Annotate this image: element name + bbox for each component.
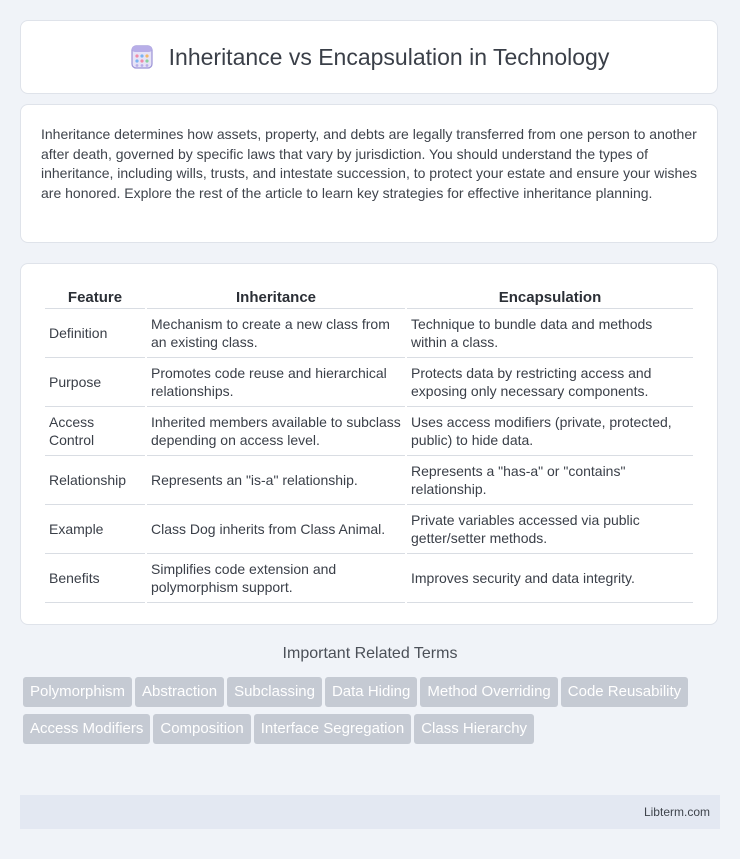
related-terms-title: Important Related Terms <box>282 645 458 662</box>
tag-method-overriding[interactable]: Method Overriding <box>420 677 557 707</box>
tag-code-reusability[interactable]: Code Reusability <box>561 677 688 707</box>
column-header-inheritance: Inheritance <box>147 288 405 309</box>
page-title: Inheritance vs Encapsulation in Technology <box>168 43 610 70</box>
table-cell: Mechanism to create a new class from an existing class. <box>147 309 405 358</box>
table-cell: Inherited members available to subclass depending on access level. <box>147 407 405 456</box>
tag-subclassing[interactable]: Subclassing <box>227 677 322 707</box>
calculator-icon <box>129 44 155 70</box>
tag-composition[interactable]: Composition <box>153 714 250 744</box>
table-header-row <box>45 288 693 309</box>
table-row <box>45 358 693 407</box>
table-cell: Relationship <box>45 456 145 505</box>
tag-data-hiding[interactable]: Data Hiding <box>325 677 417 707</box>
footer-site-link[interactable]: Libterm.com <box>643 805 710 819</box>
table-cell: Improves security and data integrity. <box>407 554 693 603</box>
tag-abstraction[interactable]: Abstraction <box>135 677 224 707</box>
table-row <box>45 456 693 505</box>
table-cell: Access Control <box>45 407 145 456</box>
table-cell: Uses access modifiers (private, protected, public) to hide data. <box>407 407 693 456</box>
table-row <box>45 505 693 554</box>
table-cell: Protects data by restricting access and exposing only necessary components. <box>407 358 693 407</box>
table-cell: Class Dog inherits from Class Animal. <box>147 505 405 554</box>
table-cell: Purpose <box>45 358 145 407</box>
column-header-feature: Feature <box>45 288 145 309</box>
column-header-encapsulation: Encapsulation <box>407 288 693 309</box>
comparison-table-card <box>20 263 718 625</box>
tag-class-hierarchy[interactable]: Class Hierarchy <box>414 714 534 744</box>
tag-interface-segregation[interactable]: Interface Segregation <box>254 714 411 744</box>
table-cell: Example <box>45 505 145 554</box>
table-cell: Represents a "has-a" or "contains" relationship. <box>407 456 693 505</box>
table-cell: Benefits <box>45 554 145 603</box>
related-terms-tags <box>23 677 723 751</box>
intro-text: Inheritance determines how assets, property, and debts are legally transferred from one person to another after death, governed by specific laws that vary by jurisdiction. You should understand the types of inheritance, including wills, trusts, and intestate succession, to protect your estate and ensure your wishes are honored. Explore the rest of the article to learn key strategies for effective inheritance planning. <box>41 126 698 201</box>
intro-card <box>20 104 718 243</box>
table-row <box>45 407 693 456</box>
header-card <box>20 20 718 94</box>
table-row <box>45 554 693 603</box>
comparison-table <box>43 288 695 603</box>
table-cell: Promotes code reuse and hierarchical relationships. <box>147 358 405 407</box>
tag-polymorphism[interactable]: Polymorphism <box>23 677 132 707</box>
table-cell: Represents an "is-a" relationship. <box>147 456 405 505</box>
tag-access-modifiers[interactable]: Access Modifiers <box>23 714 150 744</box>
table-cell: Simplifies code extension and polymorphism support. <box>147 554 405 603</box>
table-cell: Private variables accessed via public getter/setter methods. <box>407 505 693 554</box>
table-cell: Technique to bundle data and methods within a class. <box>407 309 693 358</box>
table-cell: Definition <box>45 309 145 358</box>
table-row <box>45 309 693 358</box>
footer <box>20 795 720 829</box>
